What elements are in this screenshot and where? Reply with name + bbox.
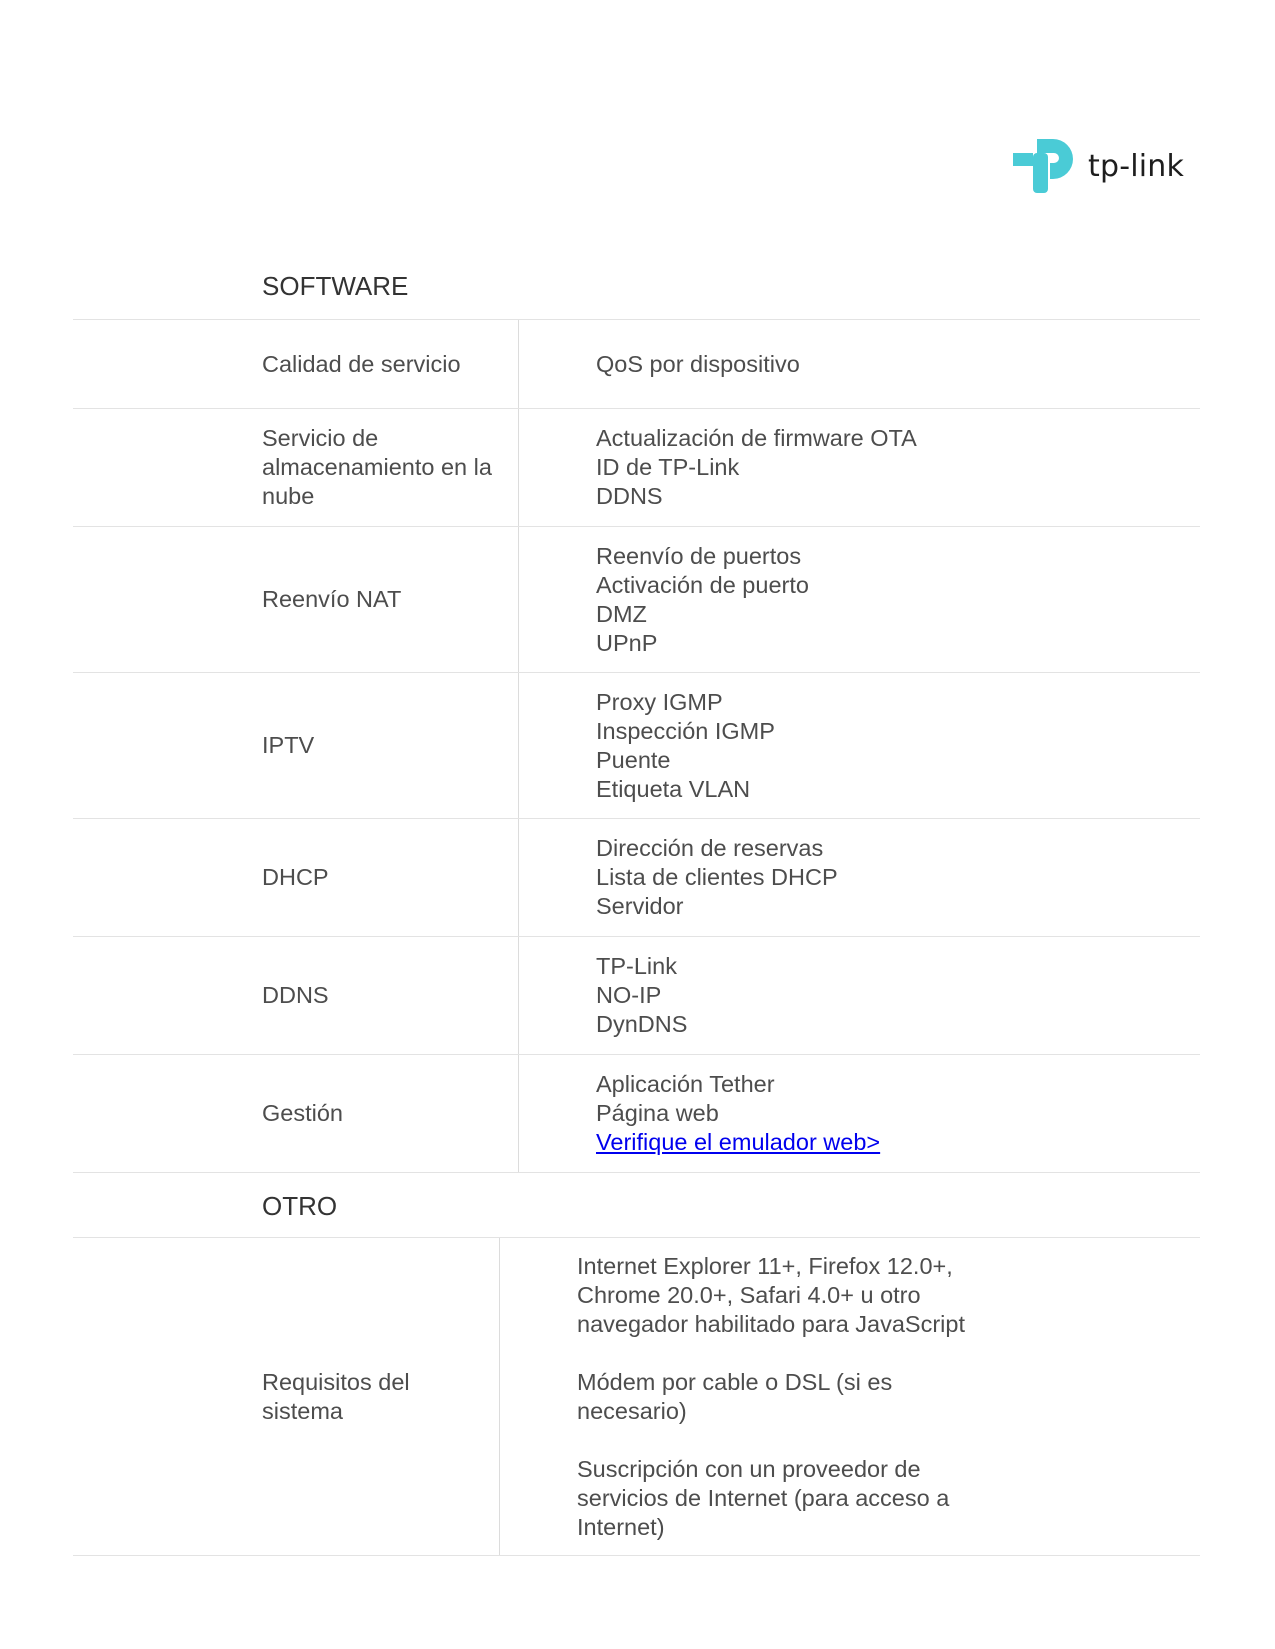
table-row — [0, 1055, 1275, 1172]
divider — [73, 1172, 1200, 1173]
table-row — [0, 409, 1275, 526]
row-value-line: Etiqueta VLAN — [596, 775, 751, 802]
row-label: Servicio de almacenamiento en la nube — [262, 425, 492, 509]
row-value-line: Reenvío de puertos — [596, 542, 802, 569]
divider — [73, 1555, 1200, 1556]
row-value — [596, 1055, 880, 1172]
row-value-line: DMZ — [596, 600, 647, 627]
web-emulator-link[interactable]: Verifique el emulador web> — [596, 1129, 881, 1155]
row-value — [596, 673, 775, 818]
row-label: Gestión — [262, 1100, 343, 1126]
row-value-line: Página web — [596, 1100, 719, 1126]
row-label: DDNS — [262, 982, 329, 1008]
row-value-line: UPnP — [596, 629, 658, 656]
row-value — [596, 320, 800, 408]
requirement-paragraph: Suscripción con un proveedor de servicios de Internet (para acceso a Internet) — [577, 1455, 950, 1540]
tp-link-logo-text: tp-link — [1088, 149, 1185, 184]
row-value — [577, 1238, 1007, 1555]
section-title-other: OTRO — [262, 1191, 338, 1221]
table-row — [0, 937, 1275, 1054]
row-value-line: Puente — [596, 746, 671, 773]
row-value-line: Servidor — [596, 893, 684, 919]
row-label: Calidad de servicio — [262, 350, 461, 377]
row-value-line: Actualización de firmware OTA — [596, 425, 917, 451]
row-value-line: Dirección de reservas — [596, 835, 824, 861]
row-label: Requisitos del sistema — [262, 1368, 410, 1424]
row-value-line: Proxy IGMP — [596, 688, 723, 715]
row-value-line: DynDNS — [596, 1011, 688, 1037]
row-label: IPTV — [262, 732, 315, 758]
table-row — [0, 673, 1275, 818]
section-title-software: SOFTWARE — [262, 271, 409, 301]
row-value-line: Inspección IGMP — [596, 717, 775, 744]
row-value — [596, 527, 809, 672]
tp-link-logo — [1013, 133, 1193, 199]
row-value-line: DDNS — [596, 483, 663, 509]
requirement-paragraph: Módem por cable o DSL (si es necesario) — [577, 1368, 893, 1424]
row-value — [596, 937, 687, 1054]
row-value-line: Activación de puerto — [596, 571, 809, 598]
row-value-line: QoS por dispositivo — [596, 350, 800, 377]
row-value-line: TP-Link — [596, 953, 677, 979]
row-value-line: ID de TP-Link — [596, 454, 740, 480]
row-label: Reenvío NAT — [262, 586, 402, 612]
row-value-line: Lista de clientes DHCP — [596, 864, 838, 890]
row-value — [596, 409, 917, 526]
table-row — [0, 527, 1275, 672]
row-value-line: Aplicación Tether — [596, 1071, 775, 1097]
row-value — [596, 819, 838, 936]
table-row — [0, 320, 1275, 408]
row-value-line: NO-IP — [596, 982, 662, 1008]
tp-link-logo-icon — [1013, 133, 1083, 199]
requirement-paragraph: Internet Explorer 11+, Firefox 12.0+, Chrome 20.0+, Safari 4.0+ u otro navegador habilitado para JavaScript — [577, 1252, 966, 1337]
table-row — [0, 819, 1275, 936]
row-label: DHCP — [262, 864, 329, 890]
table-row — [0, 1238, 1275, 1555]
